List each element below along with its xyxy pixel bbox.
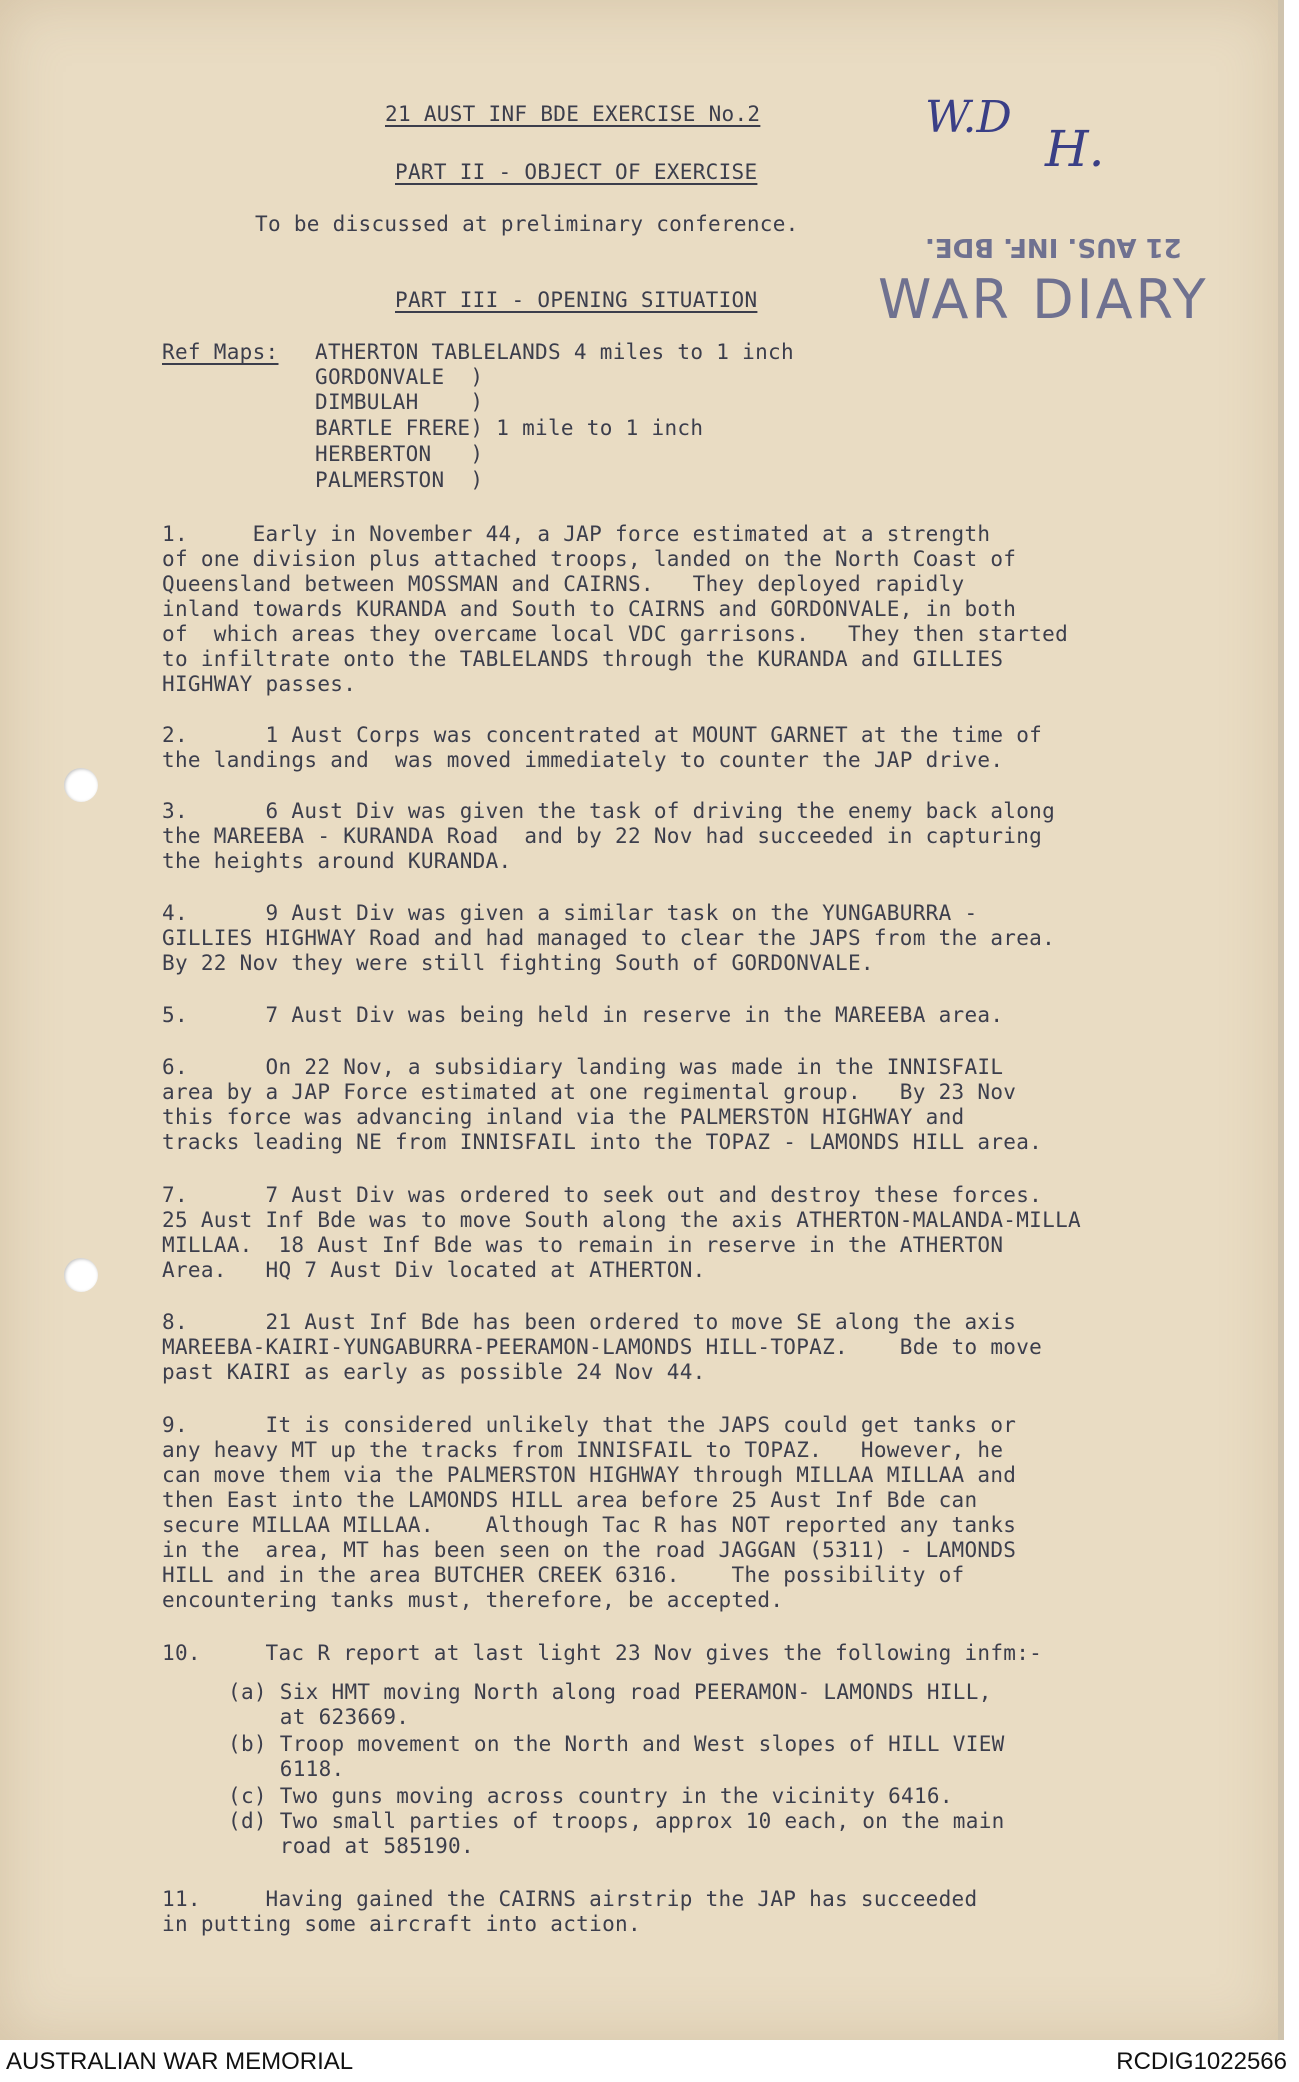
list-item: (c) Two guns moving across country in the vicinity 6416. [228, 1784, 953, 1808]
handwritten-wd: W.D [925, 92, 1012, 143]
text-line: 7. 7 Aust Div was ordered to seek out and destroy these forces. [162, 1183, 1043, 1207]
ref-map-line: GORDONVALE ) [315, 365, 484, 389]
text-line: 5. 7 Aust Div was being held in reserve in the MAREEBA area. [162, 1003, 1004, 1027]
text-line: 25 Aust Inf Bde was to move South along the axis ATHERTON-MALANDA-MILLA [162, 1208, 1081, 1232]
text-line: of one division plus attached troops, landed on the North Coast of [162, 547, 1017, 571]
part-ii-text: To be discussed at preliminary conference. [255, 212, 799, 236]
text-line: the landings and was moved immediately to counter the JAP drive. [162, 748, 1004, 772]
punch-hole-top [64, 768, 98, 802]
text-line: tracks leading NE from INNISFAIL into the TOPAZ - LAMONDS HILL area. [162, 1130, 1043, 1154]
handwritten-h: H. [1045, 120, 1105, 178]
text-line: past KAIRI as early as possible 24 Nov 44. [162, 1360, 706, 1384]
ref-map-line: PALMERSTON ) [315, 468, 484, 492]
text-line: MAREEBA-KAIRI-YUNGABURRA-PEERAMON-LAMONDS HILL-TOPAZ. Bde to move [162, 1335, 1043, 1359]
ref-map-line: ATHERTON TABLELANDS 4 miles to 1 inch [315, 340, 794, 364]
text-line: MILLAA. 18 Aust Inf Bde was to remain in reserve in the ATHERTON [162, 1233, 1004, 1257]
list-item: road at 585190. [228, 1834, 474, 1858]
ref-map-line: DIMBULAH ) [315, 390, 484, 414]
footer-record-id: RCDIG1022566 [1116, 2048, 1287, 2075]
text-line: secure MILLAA MILLAA. Although Tac R has NOT reported any tanks [162, 1513, 1017, 1537]
archive-footer [0, 2040, 1299, 2082]
text-line: of which areas they overcame local VDC garrisons. They then started [162, 622, 1069, 646]
page-edge [1278, 0, 1284, 2040]
list-item: (d) Two small parties of troops, approx 10 each, on the main [228, 1809, 1005, 1833]
list-item: at 623669. [228, 1705, 410, 1729]
text-line: By 22 Nov they were still fighting South of GORDONVALE. [162, 951, 874, 975]
text-line: Queensland between MOSSMAN and CAIRNS. They deployed rapidly [162, 572, 965, 596]
text-line: then East into the LAMONDS HILL area before 25 Aust Inf Bde can [162, 1488, 978, 1512]
stamp-war-diary: WAR DIARY [878, 268, 1209, 331]
text-line: this force was advancing inland via the PALMERSTON HIGHWAY and [162, 1105, 965, 1129]
text-line: in the area, MT has been seen on the road JAGGAN (5311) - LAMONDS [162, 1538, 1017, 1562]
list-item: 6118. [228, 1757, 345, 1781]
text-line: 3. 6 Aust Div was given the task of driving the enemy back along [162, 799, 1056, 823]
footer-institution: AUSTRALIAN WAR MEMORIAL [6, 2048, 354, 2075]
text-line: in putting some aircraft into action. [162, 1912, 641, 1936]
text-line: 10. Tac R report at last light 23 Nov gives the following infm:- [162, 1641, 1043, 1665]
list-item: (a) Six HMT moving North along road PEERAMON- LAMONDS HILL, [228, 1680, 992, 1704]
text-line: HIGHWAY passes. [162, 672, 357, 696]
exercise-title: 21 AUST INF BDE EXERCISE No.2 [385, 102, 761, 126]
text-line: GILLIES HIGHWAY Road and had managed to clear the JAPS from the area. [162, 926, 1056, 950]
part-iii-heading: PART III - OPENING SITUATION [395, 288, 758, 312]
text-line: inland towards KURANDA and South to CAIRNS and GORDONVALE, in both [162, 597, 1017, 621]
ref-map-line: BARTLE FRERE) 1 mile to 1 inch [315, 416, 704, 440]
text-line: 8. 21 Aust Inf Bde has been ordered to move SE along the axis [162, 1310, 1017, 1334]
ref-maps-label: Ref Maps: [162, 340, 279, 364]
text-line: HILL and in the area BUTCHER CREEK 6316. The possibility of [162, 1563, 965, 1587]
list-item: (b) Troop movement on the North and West slopes of HILL VIEW [228, 1732, 1005, 1756]
text-line: the heights around KURANDA. [162, 849, 512, 873]
text-line: area by a JAP Force estimated at one regimental group. By 23 Nov [162, 1080, 1017, 1104]
text-line: 11. Having gained the CAIRNS airstrip the JAP has succeeded [162, 1887, 978, 1911]
text-line: can move them via the PALMERSTON HIGHWAY through MILLAA MILLAA and [162, 1463, 1017, 1487]
text-line: encountering tanks must, therefore, be accepted. [162, 1588, 784, 1612]
ref-map-line: HERBERTON ) [315, 442, 484, 466]
text-line: to infiltrate onto the TABLELANDS through the KURANDA and GILLIES [162, 647, 1004, 671]
stamp-unit: 21 AUS. INF. BDE. [925, 232, 1182, 262]
text-line: any heavy MT up the tracks from INNISFAIL to TOPAZ. However, he [162, 1438, 1004, 1462]
text-line: 2. 1 Aust Corps was concentrated at MOUNT GARNET at the time of [162, 723, 1043, 747]
part-ii-heading: PART II - OBJECT OF EXERCISE [395, 160, 758, 184]
punch-hole-bottom [64, 1258, 98, 1292]
text-line: Area. HQ 7 Aust Div located at ATHERTON. [162, 1258, 706, 1282]
text-line: 9. It is considered unlikely that the JAPS could get tanks or [162, 1413, 1017, 1437]
text-line: 4. 9 Aust Div was given a similar task on the YUNGABURRA - [162, 901, 978, 925]
text-line: the MAREEBA - KURANDA Road and by 22 Nov had succeeded in capturing [162, 824, 1043, 848]
text-line: 1. Early in November 44, a JAP force estimated at a strength [162, 522, 991, 546]
text-line: 6. On 22 Nov, a subsidiary landing was made in the INNISFAIL [162, 1055, 1004, 1079]
